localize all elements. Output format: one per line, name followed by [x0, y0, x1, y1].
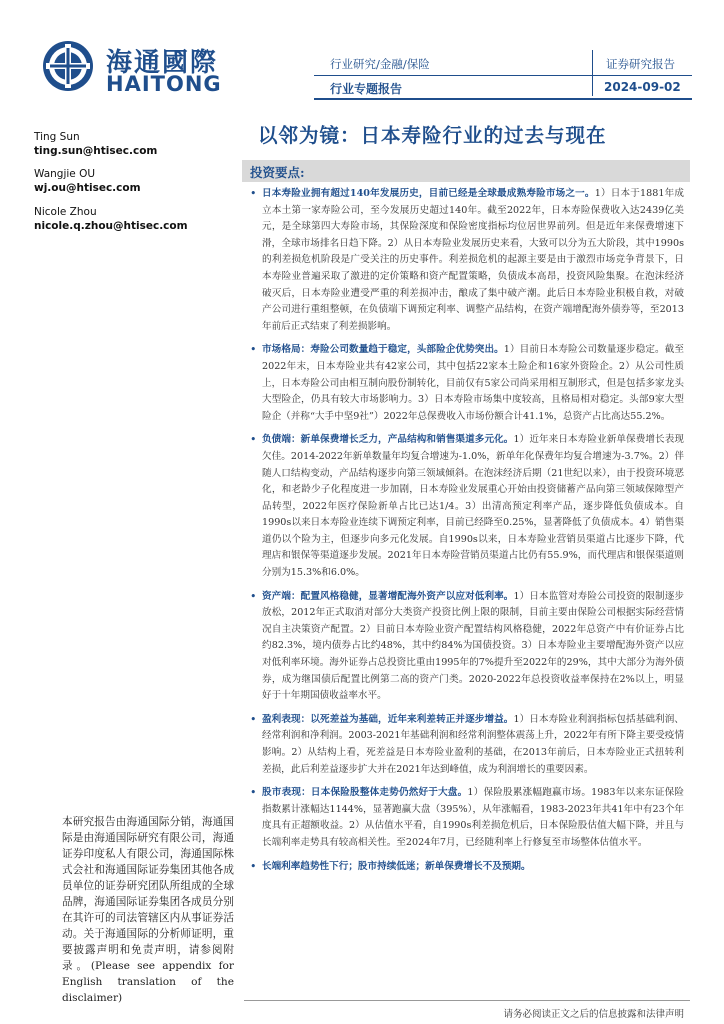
bullet-icon: •: [250, 786, 257, 800]
report-label: 证券研究报告: [606, 57, 675, 71]
author-name: Wangjie OU: [34, 168, 96, 180]
bullet-key: 长端利率趋势性下行；股市持续低迷；新单保费增长不及预期。: [262, 860, 531, 872]
bullet-key: 日本寿险业拥有超过140年发展历史，目前已经是全球最成熟寿险市场之一。: [262, 188, 595, 199]
footer-rule: [244, 1000, 690, 1001]
author-1: [34, 130, 157, 158]
summary-header: [242, 160, 690, 182]
bullet-key: 股市表现：日本保险股整体走势仍然好于大盘。: [262, 787, 468, 799]
header-bottom-rule: [314, 98, 692, 100]
author-name: Ting Sun: [34, 131, 80, 143]
footer-note: 请务必阅读正文之后的信息披露和法律声明: [503, 1009, 684, 1020]
author-email[interactable]: nicole.q.zhou@htisec.com: [34, 220, 188, 232]
logo-english-name: HAITONG: [106, 72, 222, 96]
summary-title: 投资要点:: [250, 165, 305, 180]
report-date: 2024-09-02: [604, 80, 681, 94]
bullet-stock: [248, 785, 684, 851]
bullet-profit: [248, 712, 684, 778]
header-vertical-divider: [592, 50, 593, 96]
bullet-text: 1）近年来日本寿险业新单保费增长表现欠佳。2014-2022年新单数量年均复合增速为-1.0%，新单年化保费年均复合增速为-3.7%。2）伴随人口结构变动，产品结构逐步向第三领域倾斜。在泡沫经济后期（21世纪以来），由于投资环境恶化，和老龄少子化程度进一步加剧，日本寿险业发展重心开始由投资储蓄产品向第三领域保障型产品转型，2022年医疗保险新单占比已达1/4。3）出清高预定利率产品，逐步降低负债成本。自1990s以来日本寿险业连续下调预定利率，目前已经降至0.25%，显著降低了负债成本。4）销售渠道仍以个险为主，但逐步向多元化发展。自1990s以来，日本寿险业营销员渠道占比逐步下降，代理店和银保等渠道逐步发展。2021年日本寿险营销员渠道占比仍有55.9%，而代理店和银保渠道则分别为15.3%和6.0%。: [262, 434, 684, 579]
bullet-icon: •: [250, 343, 257, 357]
bullet-icon: •: [250, 859, 257, 873]
report-type: 行业专题报告: [330, 82, 403, 96]
header-divider: [314, 75, 692, 76]
bullet-text: 1）目前日本寿险公司数量逐步稳定。截至2022年末，日本寿险业共有42家公司，其中包括22家本土险企和16家外资险企。2）从公司性质上，日本寿险公司由相互制向股份制转化，目前仅有5家公司尚采用相互制形式，但是包括多家龙头大型险企，仍具有较大市场影响力。3）日本寿险市场集中度较高，且格局相对稳定。头部9家大型险企（并称“大手中坚9社”）2022年总保费收入市场份额合计41.1%，总资产占比高达55.2%。: [262, 344, 684, 422]
bullet-text: 1）日本于1881年成立本土第一家寿险公司，至今发展历史超过140年。截至2022年，日本寿险保费收入达2439亿美元，是全球第四大寿险市场，其保险深度和保险密度指标均位居世界前列。但是近年来保费增速下滑，全球市场排名日趋下降。2）从日本寿险业发展历史来看，大致可以分为五大阶段，其中1990s的利差损危机阶段是广受关注的历史事件。利差损危机的起源主要是由于激烈市场竞争背景下，日本寿险业普遍采取了激进的定价策略和资产配置策略，负债成本高昂，投资风险集聚。在泡沫经济破灭后，日本寿险业遭受严重的利差损冲击，酿成了集中破产潮。此后日本寿险业积极自救，对破产公司进行重组整顿，在负债端下调预定利率、调整产品结构，在资产端增配海外债券等，至2013年前后正式结束了利差损影响。: [262, 188, 684, 332]
bullet-icon: •: [250, 433, 257, 447]
bullet-icon: •: [250, 589, 257, 603]
bullet-key: 资产端：配置风格稳健，显著增配海外资产以应对低利率。: [262, 590, 514, 602]
bullet-market: [248, 342, 684, 425]
author-email[interactable]: wj.ou@htisec.com: [34, 182, 141, 194]
report-category: 行业研究/金融/保险: [330, 57, 430, 71]
author-name: Nicole Zhou: [34, 206, 97, 218]
summary-content: [248, 186, 684, 882]
author-2: [34, 167, 141, 195]
page-title: 以邻为镜：日本寿险行业的过去与现在: [258, 124, 607, 147]
bullet-text: 1）日本寿险业利润指标包括基础利润、经常利润和净利润。2003-2021年基础利润和经常利润整体震荡上升，2022年有所下降主要受疫情影响。2）从结构上看，死差益是日本寿险业盈利的基础，在2013年前后，日本寿险业正式扭转利差损，此后利差益逐步扩大并在2021年达到峰值，成为利润增长的重要因素。: [262, 713, 684, 775]
author-email[interactable]: ting.sun@htisec.com: [34, 145, 158, 157]
bullet-key: 盈利表现：以死差益为基础，近年来利差转正并逐步增益。: [262, 713, 514, 725]
disclaimer: 本研究报告由海通国际分销，海通国际是由海通国际研究有限公司，海通证券印度私人有限公司，海通国际株式会社和海通国际证券集团其他各成员单位的证券研究团队所组成的全球品牌，海通国际证券集团各成员分别在其许可的司法管辖区内从事证券活动。关于海通国际的分析师证明，重要披露声明和免责声明，请参阅附录。(Please see appendix for English translation of the disclaimer): [62, 816, 234, 1004]
author-3: [34, 205, 188, 233]
bullet-key: 市场格局：寿险公司数量趋于稳定，头部险企优势突出。: [262, 344, 504, 356]
bullet-liability: [248, 432, 684, 581]
bullet-key: 负债端：新单保费增长乏力，产品结构和销售渠道多元化。: [262, 434, 514, 446]
bullet-risk: [248, 859, 684, 876]
haitong-logo-icon: [42, 40, 94, 92]
bullet-icon: •: [250, 712, 257, 726]
bullet-icon: •: [250, 187, 257, 200]
bullet-asset: [248, 589, 684, 705]
bullet-text: 1）日本监管对寿险公司投资的限制逐步放松，2012年正式取消对部分大类资产投资比例上限的限制，目前主要由保险公司根据实际经营情况自主决策资产配置。2）目前日本寿险业资产配置结构风格稳健，2022年总资产中有价证券占比约82.3%，境内债券占比约48%，其中约84%为国债投资。3）日本寿险业主要增配海外资产以应对低利率环境。海外证券占总投资比重由1995年的7%提升至2022年的29%，其中大部分为海外债券，成为继国债后配置比例第二高的资产门类。2020-2022年总投资收益率保持在2%以上，明显好于十年期国债收益率水平。: [262, 590, 684, 702]
bullet-text: 1）保险股累涨幅跑赢市场。1983年以来东证保险指数累计涨幅达1144%，显著跑赢大盘（395%），从年涨幅看，1983-2023年共41年中有23个年度具有正超额收益。2）从估值水平看，自1990s利差损危机后，日本保险股估值大幅下降，并且与长端利率走势具有较高相关性。至2024年7月，已经随利率上行修复至市场整体估值水平。: [262, 787, 684, 848]
bullet-history: [248, 186, 684, 335]
logo-chinese-name: 海通國際: [106, 48, 219, 78]
